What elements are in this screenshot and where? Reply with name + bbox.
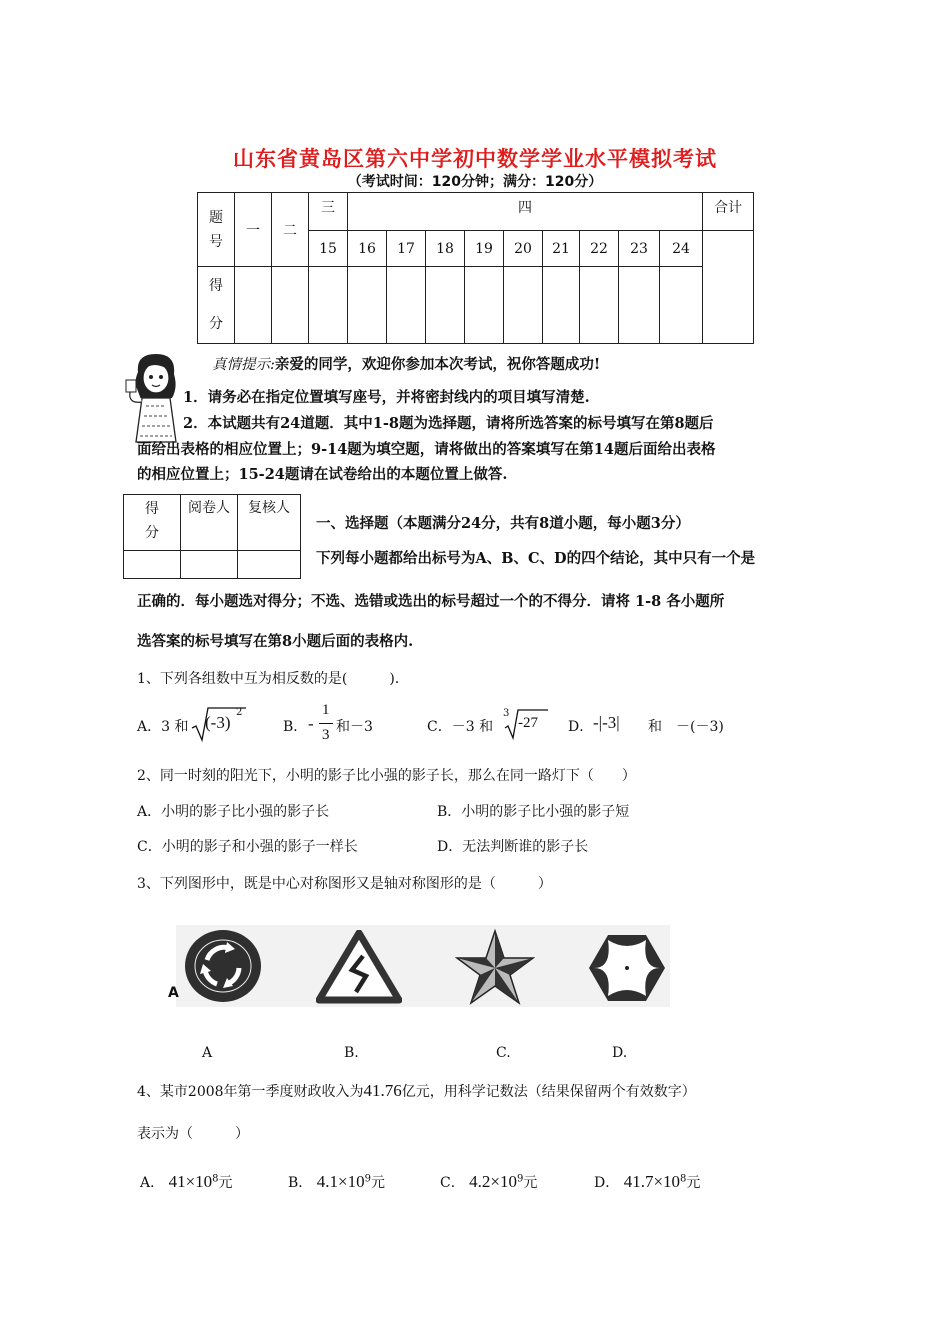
grader-table (123, 494, 301, 579)
q3-label-d: D. (612, 1045, 628, 1061)
q3-label-b: B. (344, 1045, 359, 1061)
tip-item-2-line3: 的相应位置上；15-24题请在试卷给出的本题位置上做答. (137, 466, 508, 483)
score-cell[interactable] (309, 267, 348, 344)
q1-d-abs: -|-3| (593, 713, 620, 732)
roundabout-sign-icon (183, 928, 263, 1004)
q4-stem-post: 亿元，用科学记数法（结果保留两个有效数字） (401, 1084, 696, 1100)
score-number: 20 (504, 231, 543, 267)
q1-d-prefix: D． (568, 719, 594, 735)
score-col-one: 一 (235, 193, 272, 267)
tips-lead: 真情提示: (212, 357, 275, 373)
q4-b-value: 4.1×10 (316, 1172, 365, 1191)
score-number: 17 (387, 231, 426, 267)
q4-a-exponent: 8 (212, 1173, 219, 1185)
exam-title: 山东省黄岛区第六中学初中数学学业水平模拟考试 (233, 147, 717, 171)
q4-c-unit: 元 (523, 1175, 538, 1191)
score-number: 19 (465, 231, 504, 267)
score-number: 15 (309, 231, 348, 267)
q2-option-d: D．无法判断谁的影子长 (437, 839, 589, 855)
q4-stem-number: 41.76 (363, 1081, 402, 1100)
score-number: 22 (580, 231, 619, 267)
q1-c-radicand: -27 (518, 715, 538, 731)
tips-text: 亲爱的同学，欢迎你参加本次考试，祝你答题成功! (274, 356, 601, 373)
q3-label-c: C. (496, 1045, 511, 1061)
q2-option-b: B．小明的影子比小强的影子短 (437, 804, 630, 820)
score-cell[interactable] (348, 267, 387, 344)
q4-d-exponent: 8 (680, 1173, 687, 1185)
fraction-bar (319, 723, 333, 724)
q4-b-label: B． (288, 1175, 313, 1191)
q1-b-minus: - (308, 714, 314, 733)
q4-d-unit: 元 (686, 1175, 701, 1191)
q4-b-exponent: 9 (364, 1173, 371, 1185)
score-table (197, 192, 754, 344)
section-intro-line2: 正确的．每小题选对得分；不选、选错或选出的标号超过一个的不得分．请将 1-8 各小题所 (137, 593, 725, 610)
q4-c-label: C． (440, 1175, 465, 1191)
q4-option-b (288, 1172, 385, 1192)
q4-stem (137, 1081, 696, 1101)
score-cell[interactable] (272, 267, 309, 344)
q2-option-c: C．小明的影子和小强的影子一样长 (137, 839, 358, 855)
tips-line (212, 355, 600, 375)
score-cell[interactable] (465, 267, 504, 344)
q4-stem-pre: 4、某市2008年第一季度财政收入为 (137, 1084, 364, 1100)
q1-c-root-index: 3 (503, 708, 510, 719)
score-cell[interactable] (660, 267, 703, 344)
score-cell[interactable] (580, 267, 619, 344)
score-cell[interactable] (619, 267, 660, 344)
q4-option-d (594, 1172, 700, 1192)
score-total-cell[interactable] (703, 231, 754, 344)
score-table-row-label: 题 号 (198, 193, 235, 267)
tip-item-1: 1．请务必在指定位置填写座号，并将密封线内的项目填写清楚. (183, 389, 590, 406)
q1-a-exponent: 2 (236, 707, 243, 718)
grader-score-label: 得 分 (124, 495, 181, 551)
q4-a-label: A． (140, 1175, 165, 1191)
q1-stem: 1、下列各组数中互为相反数的是( )． (137, 671, 409, 687)
umbrella-icon (586, 932, 668, 1004)
tip-item-2-line1: 2．本试题共有24道题．其中1-8题为选择题，请将所选答案的标号填写在第8题后 (183, 415, 714, 432)
score-number: 16 (348, 231, 387, 267)
q4-c-value: 4.2×10 (469, 1172, 518, 1191)
score-col-four: 四 (348, 193, 703, 231)
star-icon (455, 928, 535, 1006)
exam-subtitle: （考试时间：120分钟；满分：120分） (347, 174, 603, 190)
score-number: 18 (426, 231, 465, 267)
grader-checker-label: 复核人 (238, 495, 301, 551)
q4-d-label: D． (594, 1175, 620, 1191)
score-cell[interactable] (387, 267, 426, 344)
grader-cell[interactable] (238, 551, 301, 579)
section-intro-line1: 下列每小题都给出标号为A、B、C、D的四个结论，其中只有一个是 (316, 550, 756, 567)
score-cell[interactable] (543, 267, 580, 344)
q4-d-value: 41.7×10 (623, 1172, 681, 1191)
q1-c-prefix: C．－3 和 (427, 719, 494, 735)
q1-a-radicand: (-3) (205, 713, 231, 732)
q4-a-unit: 元 (218, 1175, 233, 1191)
triangle-road-sign-icon (316, 930, 402, 1004)
q1-b-denominator: 3 (322, 727, 330, 743)
grader-cell[interactable] (181, 551, 238, 579)
score-cell[interactable] (235, 267, 272, 344)
q4-b-unit: 元 (370, 1175, 385, 1191)
q4-stem-line2: 表示为（ ） (137, 1126, 249, 1142)
q1-d-suffix: 和 －(－3) (648, 719, 724, 735)
grader-reviewer-label: 阅卷人 (181, 495, 238, 551)
q1-option-a (137, 716, 188, 736)
section-intro-line3: 选答案的标号填写在第8小题后面的表格内. (137, 633, 414, 650)
q1-a-prefix: A．3 和 (137, 719, 189, 735)
q3-stem: 3、下列图形中，既是中心对称图形又是轴对称图形的是（ ） (137, 876, 552, 892)
q4-option-c (440, 1172, 537, 1192)
score-col-total: 合计 (703, 193, 754, 231)
score-cell[interactable] (504, 267, 543, 344)
q4-option-a (140, 1172, 233, 1192)
q4-a-value: 41×10 (168, 1172, 213, 1191)
score-cell[interactable] (426, 267, 465, 344)
q2-option-a: A．小明的影子比小强的影子长 (137, 804, 330, 820)
q1-b-numerator: 1 (322, 702, 330, 718)
section-heading: 一、选择题（本题满分24分，共有8道小题，每小题3分） (316, 515, 690, 532)
q1-b-prefix: B． (283, 719, 308, 735)
girl-illustration (124, 352, 186, 444)
q3-label-a: A (202, 1045, 213, 1061)
q3-figure-letter: A (168, 985, 179, 1001)
tip-item-2-line2: 面给出表格的相应位置上；9-14题为填空题，请将做出的答案填写在第14题后面给出表格 (137, 441, 716, 458)
score-number: 23 (619, 231, 660, 267)
score-col-two: 二 (272, 193, 309, 267)
q2-stem: 2、同一时刻的阳光下，小明的影子比小强的影子长，那么在同一路灯下（ ） (137, 768, 636, 784)
score-number: 21 (543, 231, 580, 267)
q4-c-exponent: 9 (517, 1173, 524, 1185)
score-col-three: 三 (309, 193, 348, 231)
score-number: 24 (660, 231, 703, 267)
grader-cell[interactable] (124, 551, 181, 579)
q1-b-suffix: 和－3 (336, 719, 373, 735)
score-row-label: 得 分 (198, 267, 235, 344)
